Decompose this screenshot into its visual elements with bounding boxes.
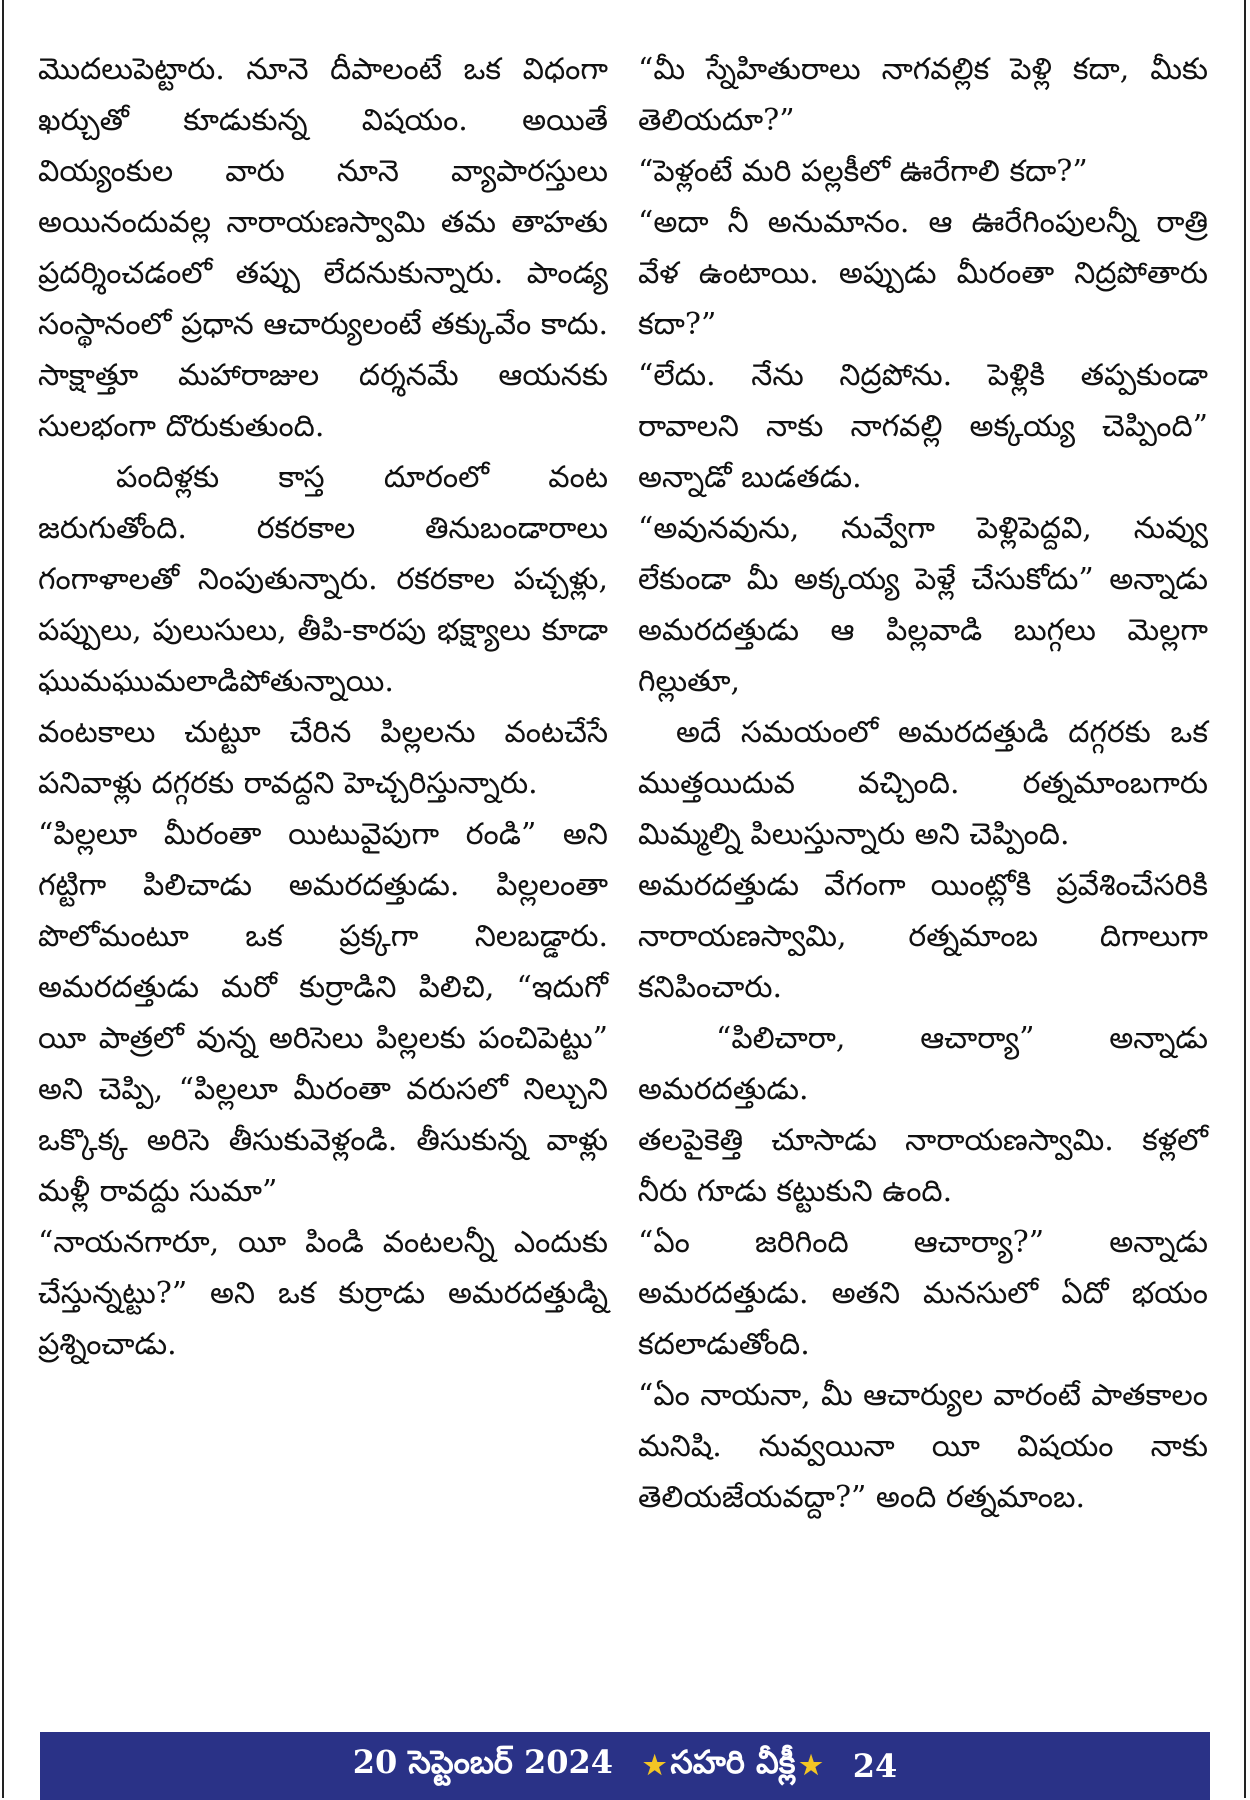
paragraph: వంటకాలు చుట్టూ చేరిన పిల్లలను వంటచేసే పనివాళ్లు దగ్గరకు రావద్దని హెచ్చరిస్తున్నారు. bbox=[38, 715, 608, 801]
paragraph: అదే సమయంలో అమరదత్తుడి దగ్గరకు ఒక ముత్తయిదువ వచ్చింది. రత్నమాంబగారు మిమ్మల్ని పిలుస్తున్నారు అని చెప్పింది. bbox=[638, 715, 1208, 852]
paragraph: “ఏం జరిగింది ఆచార్యా?” అన్నాడు అమరదత్తుడు. అతని మనసులో ఏదో భయం కదలాడుతోంది. bbox=[638, 1225, 1208, 1362]
paragraph: “అవునవును, నువ్వేగా పెళ్లిపెద్దవి, నువ్వు లేకుండా మీ అక్కయ్య పెళ్లే చేసుకోదు” అన్నాడు అమరదత్తుడు ఆ పిల్లవాడి బుగ్గలు మెల్లగా గిల్లుతూ, bbox=[638, 511, 1208, 699]
left-column bbox=[38, 44, 608, 1370]
paragraph: అమరదత్తుడు వేగంగా యింట్లోకి ప్రవేశించేసరికి నారాయణస్వామి, రత్నమాంబ దిగాలుగా కనిపించారు. bbox=[638, 868, 1208, 1005]
paragraph: “పిలిచారా, ఆచార్యా” అన్నాడు అమరదత్తుడు. bbox=[638, 1021, 1208, 1107]
paragraph: “పెళ్లంటే మరి పల్లకీలో ఊరేగాలి కదా?” bbox=[638, 154, 1088, 189]
paragraph: “అదా నీ అనుమానం. ఆ ఊరేగింపులన్నీ రాత్రి వేళ ఉంటాయి. అప్పుడు మీరంతా నిద్రపోతారు కదా?” bbox=[638, 205, 1208, 342]
page-number: 24 bbox=[852, 1747, 898, 1785]
paragraph: “నాయనగారూ, యీ పిండి వంటలన్నీ ఎందుకు చేస్తున్నట్టు?” అని ఒక కుర్రాడు అమరదత్తుడ్ని ప్రశ్నించాడు. bbox=[38, 1225, 608, 1362]
paragraph: “ఏం నాయనా, మీ ఆచార్యుల వారంటే పాతకాలం మనిషి. నువ్వయినా యీ విషయం నాకు తెలియజేయవద్దా?” అంది రత్నమాంబ. bbox=[638, 1378, 1208, 1515]
star-icon: ★ bbox=[799, 1751, 823, 1781]
right-column bbox=[638, 44, 1208, 1523]
paragraph: పందిళ్లకు కాస్త దూరంలో వంట జరుగుతోంది. రకరకాల తినుబండారాలు గంగాళాలతో నింపుతున్నారు. రకరకాల పచ్చళ్లు, పప్పులు, పులుసులు, తీపి-కారపు భక్ష్యాలు కూడా ఘుమఘుమలాడిపోతున్నాయి. bbox=[38, 460, 608, 699]
footer-bar bbox=[40, 1732, 1210, 1800]
paragraph: “మీ స్నేహితురాలు నాగవల్లిక పెళ్లి కదా, మీకు తెలియదూ?” bbox=[638, 52, 1208, 138]
issue-date: 20 సెప్టెంబర్ 2024 bbox=[352, 1743, 614, 1781]
paragraph: “లేదు. నేను నిద్రపోను. పెళ్లికి తప్పకుండా రావాలని నాకు నాగవల్లి అక్కయ్య చెప్పింది” అన్నాడో బుడతడు. bbox=[638, 358, 1208, 495]
paragraph: మొదలుపెట్టారు. నూనె దీపాలంటే ఒక విధంగా ఖర్చుతో కూడుకున్న విషయం. అయితే వియ్యంకుల వారు నూనె వ్యాపారస్తులు అయినందువల్ల నారాయణస్వామి తమ తాహతు ప్రదర్శించడంలో తప్పు లేదనుకున్నారు. పాండ్య సంస్థానంలో ప్రధాన ఆచార్యులంటే తక్కువేం కాదు. సాక్షాత్తూ మహారాజుల దర్శనమే ఆయనకు సులభంగా దొరుకుతుంది. bbox=[38, 52, 608, 444]
paragraph: “పిల్లలూ మీరంతా యిటువైపుగా రండి” అని గట్టిగా పిలిచాడు అమరదత్తుడు. పిల్లలంతా పొలోమంటూ ఒక ప్రక్కగా నిలబడ్డారు. అమరదత్తుడు మరో కుర్రాడిని పిలిచి, “ఇదుగో యీ పాత్రలో వున్న అరిసెలు పిల్లలకు పంచిపెట్టు” అని చెప్పి, “పిల్లలూ మీరంతా వరుసలో నిల్చుని ఒక్కొక్క అరిసె తీసుకువెళ్లండి. తీసుకున్న వాళ్లు మళ్లీ రావద్దు సుమా” bbox=[38, 817, 608, 1209]
star-icon: ★ bbox=[643, 1751, 667, 1781]
paragraph: తలపైకెత్తి చూసాడు నారాయణస్వామి. కళ్లలో నీరు గూడు కట్టుకుని ఉంది. bbox=[638, 1123, 1208, 1209]
magazine-name: సహరి వీక్లీ bbox=[670, 1743, 796, 1781]
